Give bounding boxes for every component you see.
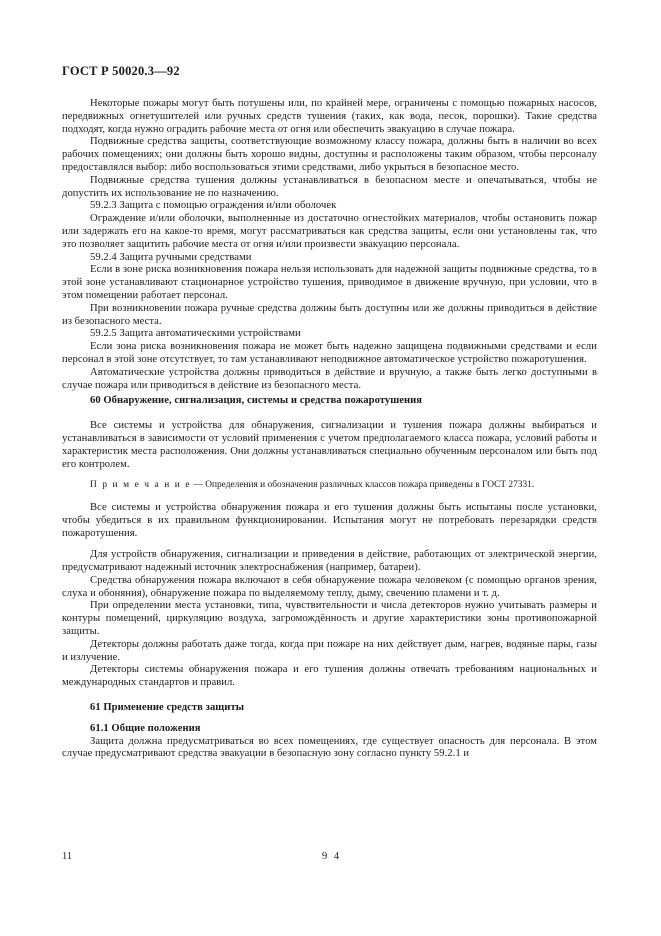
subsection-heading-59-2-4: 59.2.4 Защита ручными средствами xyxy=(90,251,252,263)
paragraph: При возникновении пожара ручные средства должны быть доступны или же должны приводиться в действие из безопасного места. xyxy=(62,302,597,327)
subsection-heading-61-1: 61.1 Общие положения xyxy=(90,722,201,734)
paragraph: Все системы и устройства для обнаружения, сигнализации и тушения пожара должны выбираться и устанавливаться в зависимости от условий применения с учетом предполагаемого класса пожара, условий работы и характеристик места расположения. Они должны устанавливаться специально обученным персоналом или быть под его контролем. xyxy=(62,420,597,470)
document-header: ГОСТ Р 50020.3—92 xyxy=(62,64,180,78)
footer-center-mark: 9 4 xyxy=(322,851,342,862)
document-body xyxy=(62,98,597,761)
paragraph: Ограждение и/или оболочки, выполненные из достаточно огнестойких материалов, чтобы остановить пожар или задержать его на какое-то время, могут рассматриваться как средства защиты, если они установлены так, что это позволяет защитить рабочие места от огня и/или произвести эвакуацию персонала. xyxy=(62,213,597,250)
paragraph: Некоторые пожары могут быть потушены или, по крайней мере, ограничены с помощью пожарных насосов, передвижных огнетушителей или ручных средств тушения (таких, как вода, песок, порошки). Такие средства подходят, когда нужно оградить рабочие места от огня или обеспечить эвакуацию в случае пожара. xyxy=(62,98,597,135)
note-label: П р и м е ч а н и е xyxy=(90,480,192,491)
paragraph: Все системы и устройства обнаружения пожара и его тушения должны быть испытаны после установки, чтобы убедиться в их правильном функционировании. Испытания могут не потребовать перезарядки средств пожаротушения. xyxy=(62,501,597,539)
paragraph: Подвижные средства защиты, соответствующие возможному классу пожара, должны быть в наличии во всех рабочих помещениях; они должны быть хорошо видны, доступны и расположены таким образом, чтобы персоналу предоставлялся выбор: либо воспользоваться этими средствами, либо укрыться в безопасное место. xyxy=(62,136,597,173)
subsection-heading-59-2-3: 59.2.3 Защита с помощью ограждения и/или оболочек xyxy=(90,200,337,212)
paragraph: Детекторы системы обнаружения пожара и его тушения должны отвечать требованиям национальных и международных стандартов и правил. xyxy=(62,664,597,689)
paragraph: Если в зоне риска возникновения пожара нельзя использовать для надежной защиты подвижные средства, то в этой зоне устанавливают стационарное устройство тушения, приводимое в движение вручную, при условии, что в этом помещении работает персонал. xyxy=(62,264,597,301)
paragraph: Подвижные средства тушения должны устанавливаться в безопасном месте и опечатываться, чтобы не допустить их использование не по назначению. xyxy=(62,174,597,199)
paragraph: Автоматические устройства должны приводиться в действие и вручную, а также быть легко доступными в случае пожара или приводиться в действие из безопасного места. xyxy=(62,366,597,391)
paragraph: При определении места установки, типа, чувствительности и числа детекторов нужно учитывать размеры и контуры помещений, циркуляцию воздуха, загромождённость и другие характеристики зоны противопожарной защиты. xyxy=(62,600,597,638)
paragraph: Защита должна предусматриваться во всех помещениях, где существует опасность для персонала. В этом случае предусматривают средства эвакуации в безопасную зону согласно пункту 59.2.1 и xyxy=(62,735,597,760)
note xyxy=(62,480,597,492)
note-text: — Определения и обозначения различных классов пожара приведены в ГОСТ 27331. xyxy=(191,480,535,491)
subsection-heading-59-2-5: 59.2.5 Защита автоматическими устройствами xyxy=(90,328,301,340)
section-heading-60: 60 Обнаружение, сигнализация, системы и средства пожаротушения xyxy=(90,395,423,407)
paragraph: Для устройств обнаружения, сигнализации и приведения в действие, работающих от электрической энергии, предусматривают надежный источник электроснабжения (например, батареи). xyxy=(62,549,597,574)
paragraph: Детекторы должны работать даже тогда, когда при пожаре на них действует дым, нагрев, водяные пары, газы и излучение. xyxy=(62,638,597,663)
section-heading-61: 61 Применение средств защиты xyxy=(90,702,245,714)
page-number: 11 xyxy=(62,851,73,862)
paragraph: Если зона риска возникновения пожара не может быть надежно защищена подвижными средствами и если персонал в этой зоне отсутствует, то там устанавливают неподвижное автоматическое устройство пожаротушения. xyxy=(62,341,597,365)
paragraph: Средства обнаружения пожара включают в себя обнаружение пожара человеком (с помощью органов зрения, слуха и обоняния), обнаружение пожара по выделяемому теплу, дыму, свечению пламени и т. д. xyxy=(62,574,597,599)
